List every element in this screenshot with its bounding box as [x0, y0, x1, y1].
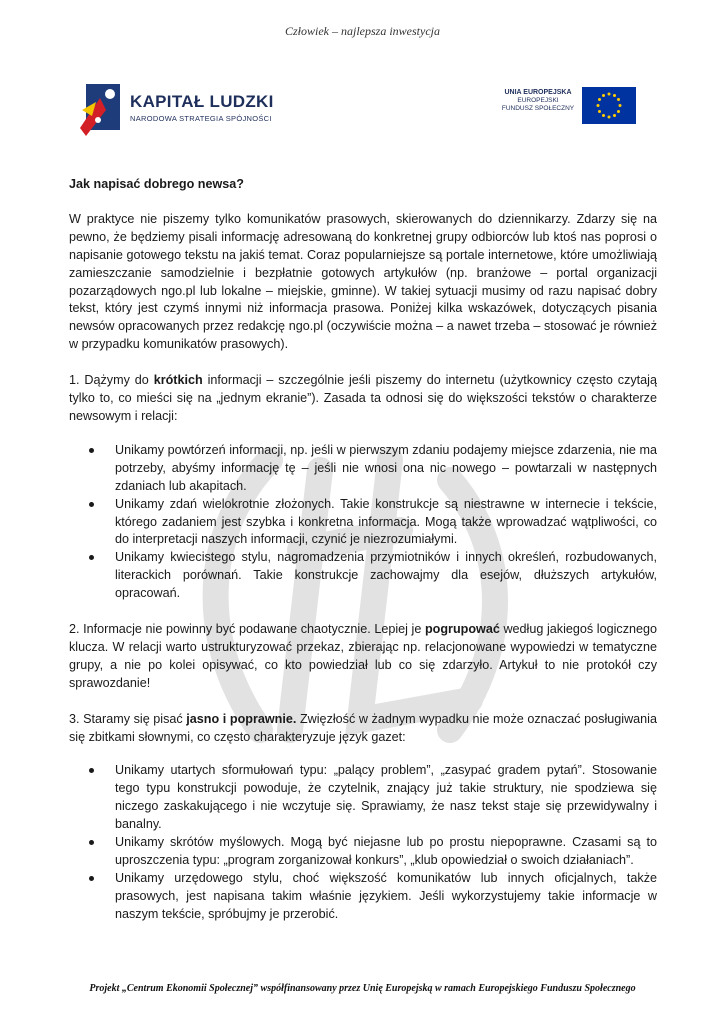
point-1-before: 1. Dążymy do	[69, 373, 154, 388]
bullet-icon	[89, 768, 94, 773]
intro-paragraph: W praktyce nie piszemy tylko komunikatów prasowych, skierowanych do dziennikarzy. Zdarzy się na pewno, że będziemy pisali informację adresowaną do konkretnej grupy odbiorców lub ktoś nas poprosi o napisanie gotowego tekstu na jakiś temat. Coraz popularniejsze są portale internetowe, które umożliwiają zamieszczanie samodzielnie i bezpłatnie gotowych artykułów (np. branżowe – portal organizacji pozarządowych ngo.pl lub lokalne – miejskie, gminne). W takiej sytuacji musimy od razu napisać dobry tekst, który jest czymś innymi niż informacja prasowa. Poniżej kilka wskazówek, dotyczących pisania newsów opracowanych przez redakcję ngo.pl (oczywiście można – a nawet trzeba – stosować je również w przypadku komunikatów prasowych).	[69, 211, 657, 352]
eu-flag-icon	[582, 87, 636, 124]
list-item-text: Unikamy utartych sformułowań typu: „palący problem”, „zasypać gradem pytań”. Stosowanie tego typu konstrukcji powoduje, że czytelnik, znający już takie struktury, nie spodziewa się niczego zaskakującego i nie wczytuje się. Sprawiamy, że nasz tekst staje się przewidywalny i banalny.	[115, 763, 657, 832]
eu-logo-text	[497, 89, 579, 113]
eu-line2: EUROPEJSKI	[517, 97, 559, 104]
point-2-bold: pogrupować	[424, 622, 500, 637]
bullet-icon	[89, 555, 94, 560]
point-3-bold: jasno i poprawnie.	[186, 711, 297, 726]
kapital-ludzki-emblem-icon	[80, 80, 124, 136]
bullet-icon	[89, 502, 94, 507]
point-1-bullet-list	[69, 442, 657, 603]
list-item	[69, 762, 657, 834]
bullet-icon	[89, 876, 94, 881]
point-3-bullet-list	[69, 762, 657, 923]
list-item-text: Unikamy urzędowego stylu, choć większość komunikatów lub innych oficjalnych, także prasowych, jest napisana takim właśnie językiem. Jeśli wykorzystujemy takie informacje w naszym tekście, spróbujmy je przerobić.	[115, 870, 657, 921]
list-item-text: Unikamy skrótów myślowych. Mogą być niejasne lub po prostu niepoprawne. Czasami są to uproszczenia typu: „program zorganizował konkurs”, „klub opowiedział o swoich działaniach”.	[115, 835, 657, 867]
point-3-before: 3. Staramy się pisać	[69, 711, 187, 726]
list-item	[69, 549, 657, 603]
eu-line3: FUNDUSZ SPOŁECZNY	[501, 105, 575, 112]
list-item-text: Unikamy powtórzeń informacji, np. jeśli w pierwszym zdaniu podajemy miejsce zdarzenia, nie ma potrzeby, abyśmy informację tę – jeśli nie wnosi ona nic nowego – powtarzali w następnych zdaniach lub akapitach.	[115, 442, 657, 493]
eu-logo	[497, 85, 639, 127]
point-2-after: według jakiegoś logicznego klucza. W relacji warto ustrukturyzować przekaz, zbierając np. relacjonowane wypowiedzi w tematyczne grupy, a nie po kolei opisywać, co kto powiedział lub co się zdarzyło. Artykuł to nie protokół czy sprawozdanie!	[69, 622, 658, 690]
document-title: Jak napisać dobrego newsa?	[69, 177, 244, 191]
page-header-title: Człowiek – najlepsza inwestycja	[285, 24, 440, 38]
point-2-before: 2. Informacje nie powinny być podawane chaotycznie. Lepiej je	[69, 622, 425, 637]
kapital-ludzki-subtitle: NARODOWA STRATEGIA SPÓJNOŚCI	[130, 114, 272, 123]
bullet-icon	[89, 448, 94, 453]
point-3-paragraph	[69, 711, 657, 747]
list-item-text: Unikamy zdań wielokrotnie złożonych. Takie konstrukcje są niestrawne w internecie i tekście, którego zadaniem jest szybka i konkretna informacja. Mogą także wprowadzać wątpliwości, co do interpretacji naszych informacji, czynić je niezrozumiałymi.	[115, 496, 657, 547]
kapital-ludzki-name: KAPITAŁ LUDZKI	[130, 92, 274, 111]
eu-line1: UNIA EUROPEJSKA	[504, 89, 572, 96]
list-item	[69, 496, 657, 550]
page-footer: Projekt „Centrum Ekonomii Społecznej” współfinansowany przez Unię Europejską w ramach Europejskiego Funduszu Społecznego	[89, 983, 636, 994]
list-item	[69, 870, 657, 924]
bullet-icon	[89, 840, 94, 845]
point-2-paragraph	[69, 621, 657, 693]
list-item-text: Unikamy kwiecistego stylu, nagromadzenia przymiotników i innych określeń, rozbudowanych, literackich porównań. Takie konstrukcje zachowajmy dla esejów, dłuższych artykułów, opracowań.	[115, 550, 657, 601]
point-3-after: Zwięzłość w żadnym wypadku nie może oznaczać posługiwania się zbitkami słownymi, co często charakteryzuje język gazet:	[69, 711, 657, 744]
kapital-ludzki-logo	[80, 80, 280, 140]
list-item	[69, 442, 657, 496]
point-1-paragraph	[69, 372, 657, 426]
point-1-after: informacji – szczególnie jeśli piszemy do internetu (użytkownicy często czytają tylko to, co mieści się na „jednym ekranie”). Zasada ta odnosi się do większości tekstów o charakterze newsowym i relacji:	[69, 373, 657, 423]
point-1-bold: krótkich	[153, 373, 203, 388]
list-item	[69, 834, 657, 870]
document-body	[69, 176, 657, 942]
